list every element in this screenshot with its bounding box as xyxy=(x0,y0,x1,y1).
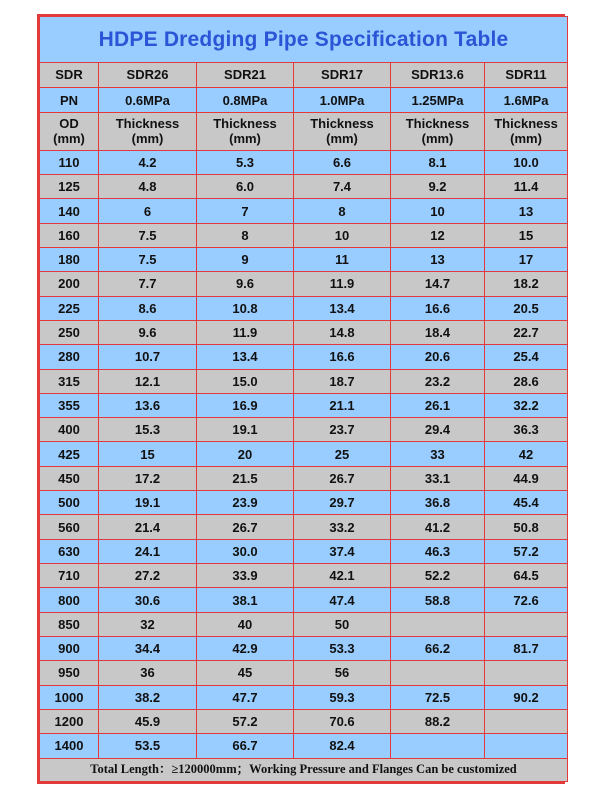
thickness-cell: 9 xyxy=(197,247,294,271)
thickness-header xyxy=(197,113,294,150)
pn-value: 1.25MPa xyxy=(391,87,485,112)
od-cell: 400 xyxy=(40,418,99,442)
od-cell: 280 xyxy=(40,345,99,369)
column-header-row xyxy=(40,113,568,150)
table-row xyxy=(40,466,568,490)
thickness-cell: 32.2 xyxy=(485,393,568,417)
sdr-label: SDR xyxy=(40,62,99,87)
thickness-cell xyxy=(391,612,485,636)
thickness-cell: 14.7 xyxy=(391,272,485,296)
thickness-cell xyxy=(391,734,485,758)
footer-row xyxy=(40,758,568,781)
thickness-cell: 4.2 xyxy=(99,150,197,174)
table-row xyxy=(40,442,568,466)
thickness-cell: 13.4 xyxy=(294,296,391,320)
table-row xyxy=(40,661,568,685)
thickness-cell: 44.9 xyxy=(485,466,568,490)
pn-value: 1.6MPa xyxy=(485,87,568,112)
thickness-cell: 52.2 xyxy=(391,564,485,588)
od-cell: 500 xyxy=(40,491,99,515)
od-cell: 180 xyxy=(40,247,99,271)
thickness-cell: 50 xyxy=(294,612,391,636)
thickness-cell: 46.3 xyxy=(391,539,485,563)
thickness-header-line2: (mm) xyxy=(229,131,261,147)
thickness-cell: 19.1 xyxy=(99,491,197,515)
thickness-cell: 9.2 xyxy=(391,175,485,199)
thickness-cell: 42.9 xyxy=(197,636,294,660)
od-cell: 1200 xyxy=(40,709,99,733)
table-row xyxy=(40,709,568,733)
sdr-value: SDR21 xyxy=(197,62,294,87)
thickness-cell: 28.6 xyxy=(485,369,568,393)
thickness-header xyxy=(294,113,391,150)
thickness-cell: 66.2 xyxy=(391,636,485,660)
od-cell: 250 xyxy=(40,320,99,344)
thickness-cell: 17 xyxy=(485,247,568,271)
thickness-cell: 16.6 xyxy=(294,345,391,369)
thickness-header-line2: (mm) xyxy=(421,131,454,147)
thickness-cell: 12.1 xyxy=(99,369,197,393)
thickness-header-line2: (mm) xyxy=(326,131,358,147)
thickness-cell: 10.0 xyxy=(485,150,568,174)
od-cell: 1000 xyxy=(40,685,99,709)
thickness-cell: 9.6 xyxy=(99,320,197,344)
thickness-cell: 47.4 xyxy=(294,588,391,612)
thickness-cell: 38.2 xyxy=(99,685,197,709)
thickness-cell: 38.1 xyxy=(197,588,294,612)
od-cell: 425 xyxy=(40,442,99,466)
thickness-cell: 18.2 xyxy=(485,272,568,296)
thickness-cell: 37.4 xyxy=(294,539,391,563)
thickness-cell: 4.8 xyxy=(99,175,197,199)
od-cell: 110 xyxy=(40,150,99,174)
thickness-cell: 13.4 xyxy=(197,345,294,369)
thickness-cell: 13 xyxy=(485,199,568,223)
thickness-cell: 59.3 xyxy=(294,685,391,709)
thickness-header-line1: Thickness xyxy=(405,116,470,132)
thickness-cell: 47.7 xyxy=(197,685,294,709)
thickness-cell: 25 xyxy=(294,442,391,466)
table-row xyxy=(40,418,568,442)
sdr-value: SDR17 xyxy=(294,62,391,87)
thickness-cell: 64.5 xyxy=(485,564,568,588)
od-cell: 225 xyxy=(40,296,99,320)
thickness-cell: 25.4 xyxy=(485,345,568,369)
thickness-cell: 36.8 xyxy=(391,491,485,515)
thickness-cell: 57.2 xyxy=(197,709,294,733)
table-title: HDPE Dredging Pipe Specification Table xyxy=(40,17,568,63)
table-row xyxy=(40,734,568,758)
table-row xyxy=(40,369,568,393)
thickness-cell: 21.5 xyxy=(197,466,294,490)
pn-row xyxy=(40,87,568,112)
thickness-cell: 36 xyxy=(99,661,197,685)
thickness-cell: 10.8 xyxy=(197,296,294,320)
thickness-cell: 23.7 xyxy=(294,418,391,442)
pn-label: PN xyxy=(40,87,99,112)
table-row xyxy=(40,345,568,369)
thickness-header-line2: (mm) xyxy=(131,131,164,147)
thickness-cell: 70.6 xyxy=(294,709,391,733)
thickness-cell: 18.4 xyxy=(391,320,485,344)
od-cell: 200 xyxy=(40,272,99,296)
table-row xyxy=(40,223,568,247)
sdr-value: SDR13.6 xyxy=(391,62,485,87)
thickness-cell: 26.1 xyxy=(391,393,485,417)
thickness-header-line1: Thickness xyxy=(494,116,558,132)
thickness-cell: 12 xyxy=(391,223,485,247)
thickness-cell: 42 xyxy=(485,442,568,466)
thickness-cell: 8.6 xyxy=(99,296,197,320)
pn-value: 0.6MPa xyxy=(99,87,197,112)
pn-value: 1.0MPa xyxy=(294,87,391,112)
thickness-cell: 7.5 xyxy=(99,223,197,247)
thickness-cell: 11.9 xyxy=(197,320,294,344)
thickness-cell: 33 xyxy=(391,442,485,466)
thickness-cell: 7.5 xyxy=(99,247,197,271)
table-row xyxy=(40,588,568,612)
thickness-cell xyxy=(485,612,568,636)
thickness-cell: 5.3 xyxy=(197,150,294,174)
thickness-cell: 42.1 xyxy=(294,564,391,588)
thickness-cell: 50.8 xyxy=(485,515,568,539)
footer-note: Total Length：≥120000mm；Working Pressure and Flanges Can be customized xyxy=(40,758,568,781)
thickness-cell: 23.9 xyxy=(197,491,294,515)
table-row xyxy=(40,320,568,344)
thickness-cell: 11.4 xyxy=(485,175,568,199)
thickness-cell: 9.6 xyxy=(197,272,294,296)
od-cell: 900 xyxy=(40,636,99,660)
table-row xyxy=(40,539,568,563)
thickness-header-line1: Thickness xyxy=(115,116,180,132)
thickness-cell xyxy=(485,661,568,685)
thickness-cell: 24.1 xyxy=(99,539,197,563)
table-row xyxy=(40,247,568,271)
thickness-cell: 33.1 xyxy=(391,466,485,490)
table-row xyxy=(40,491,568,515)
sdr-row xyxy=(40,62,568,87)
thickness-cell: 6.0 xyxy=(197,175,294,199)
thickness-header xyxy=(485,113,568,150)
thickness-cell: 26.7 xyxy=(197,515,294,539)
od-cell: 315 xyxy=(40,369,99,393)
od-cell: 450 xyxy=(40,466,99,490)
thickness-cell: 20.5 xyxy=(485,296,568,320)
thickness-cell: 8.1 xyxy=(391,150,485,174)
thickness-cell: 45.9 xyxy=(99,709,197,733)
thickness-cell: 41.2 xyxy=(391,515,485,539)
table-row xyxy=(40,272,568,296)
table-row xyxy=(40,393,568,417)
thickness-cell: 34.4 xyxy=(99,636,197,660)
od-cell: 800 xyxy=(40,588,99,612)
table-row xyxy=(40,199,568,223)
thickness-header-line1: Thickness xyxy=(310,116,374,132)
table-row xyxy=(40,175,568,199)
thickness-cell: 58.8 xyxy=(391,588,485,612)
od-cell: 710 xyxy=(40,564,99,588)
thickness-cell: 45 xyxy=(197,661,294,685)
thickness-cell: 11.9 xyxy=(294,272,391,296)
thickness-cell: 7 xyxy=(197,199,294,223)
thickness-cell: 13 xyxy=(391,247,485,271)
thickness-cell: 15.0 xyxy=(197,369,294,393)
title-row xyxy=(40,17,568,63)
thickness-cell xyxy=(391,661,485,685)
table-row xyxy=(40,685,568,709)
od-header-line2: (mm) xyxy=(53,131,85,147)
table-row xyxy=(40,296,568,320)
thickness-cell: 40 xyxy=(197,612,294,636)
thickness-cell: 7.4 xyxy=(294,175,391,199)
thickness-cell: 20 xyxy=(197,442,294,466)
thickness-cell: 88.2 xyxy=(391,709,485,733)
thickness-cell: 16.9 xyxy=(197,393,294,417)
table-row xyxy=(40,515,568,539)
thickness-cell: 33.2 xyxy=(294,515,391,539)
thickness-cell: 11 xyxy=(294,247,391,271)
thickness-cell: 45.4 xyxy=(485,491,568,515)
thickness-cell: 56 xyxy=(294,661,391,685)
thickness-cell xyxy=(485,709,568,733)
thickness-header-line1: Thickness xyxy=(213,116,277,132)
thickness-cell: 30.6 xyxy=(99,588,197,612)
thickness-cell: 53.5 xyxy=(99,734,197,758)
sdr-value: SDR26 xyxy=(99,62,197,87)
thickness-header xyxy=(391,113,485,150)
thickness-header xyxy=(99,113,197,150)
thickness-cell: 72.6 xyxy=(485,588,568,612)
thickness-cell xyxy=(485,734,568,758)
pn-value: 0.8MPa xyxy=(197,87,294,112)
thickness-cell: 7.7 xyxy=(99,272,197,296)
thickness-cell: 23.2 xyxy=(391,369,485,393)
thickness-cell: 29.7 xyxy=(294,491,391,515)
spec-table-frame xyxy=(37,14,565,784)
thickness-cell: 16.6 xyxy=(391,296,485,320)
thickness-cell: 8 xyxy=(294,199,391,223)
table-row xyxy=(40,564,568,588)
thickness-cell: 15 xyxy=(99,442,197,466)
thickness-cell: 22.7 xyxy=(485,320,568,344)
thickness-cell: 10.7 xyxy=(99,345,197,369)
thickness-cell: 33.9 xyxy=(197,564,294,588)
thickness-header-line2: (mm) xyxy=(510,131,542,147)
thickness-cell: 6 xyxy=(99,199,197,223)
thickness-cell: 14.8 xyxy=(294,320,391,344)
od-header-line1: OD xyxy=(59,116,79,132)
sdr-value: SDR11 xyxy=(485,62,568,87)
thickness-cell: 72.5 xyxy=(391,685,485,709)
thickness-cell: 8 xyxy=(197,223,294,247)
thickness-cell: 27.2 xyxy=(99,564,197,588)
od-cell: 560 xyxy=(40,515,99,539)
od-cell: 160 xyxy=(40,223,99,247)
od-cell: 630 xyxy=(40,539,99,563)
thickness-cell: 21.4 xyxy=(99,515,197,539)
thickness-cell: 53.3 xyxy=(294,636,391,660)
thickness-cell: 32 xyxy=(99,612,197,636)
thickness-cell: 18.7 xyxy=(294,369,391,393)
od-header xyxy=(40,113,99,150)
od-cell: 140 xyxy=(40,199,99,223)
thickness-cell: 10 xyxy=(391,199,485,223)
table-row xyxy=(40,150,568,174)
thickness-cell: 15 xyxy=(485,223,568,247)
thickness-cell: 21.1 xyxy=(294,393,391,417)
od-cell: 950 xyxy=(40,661,99,685)
thickness-cell: 36.3 xyxy=(485,418,568,442)
thickness-cell: 17.2 xyxy=(99,466,197,490)
thickness-cell: 81.7 xyxy=(485,636,568,660)
thickness-cell: 13.6 xyxy=(99,393,197,417)
thickness-cell: 19.1 xyxy=(197,418,294,442)
thickness-cell: 82.4 xyxy=(294,734,391,758)
thickness-cell: 15.3 xyxy=(99,418,197,442)
od-cell: 1400 xyxy=(40,734,99,758)
od-cell: 850 xyxy=(40,612,99,636)
thickness-cell: 30.0 xyxy=(197,539,294,563)
spec-table xyxy=(39,16,568,782)
thickness-cell: 66.7 xyxy=(197,734,294,758)
table-row xyxy=(40,636,568,660)
od-cell: 355 xyxy=(40,393,99,417)
thickness-cell: 57.2 xyxy=(485,539,568,563)
od-cell: 125 xyxy=(40,175,99,199)
thickness-cell: 90.2 xyxy=(485,685,568,709)
table-row xyxy=(40,612,568,636)
thickness-cell: 10 xyxy=(294,223,391,247)
thickness-cell: 6.6 xyxy=(294,150,391,174)
thickness-cell: 26.7 xyxy=(294,466,391,490)
thickness-cell: 20.6 xyxy=(391,345,485,369)
thickness-cell: 29.4 xyxy=(391,418,485,442)
